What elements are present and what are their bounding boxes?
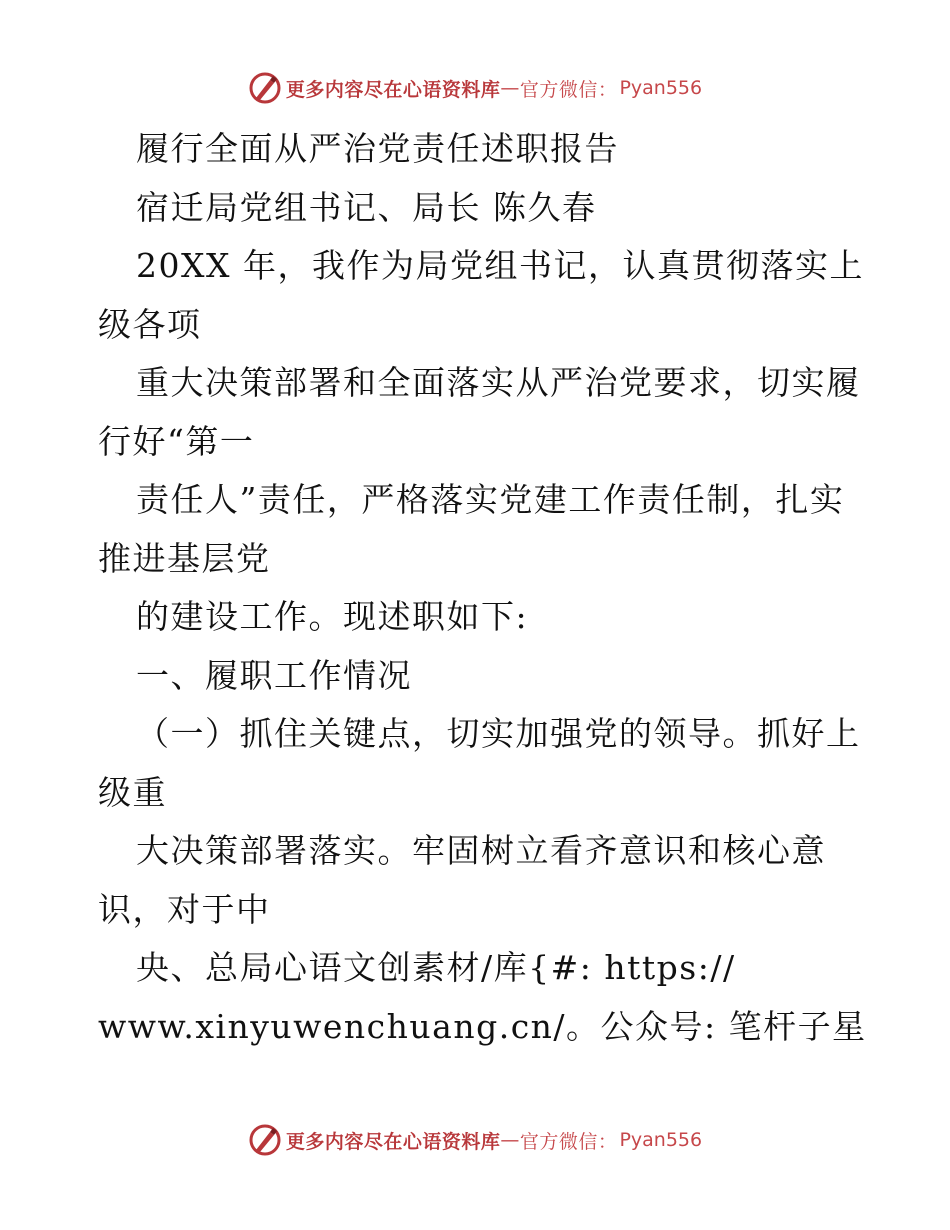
banner-wechat-label: 官方微信： [519,1130,618,1153]
paragraph-line: 行好“第一 [98,421,255,461]
paragraph-line: 重大决策部署和全面落实从严治党要求，切实履 [136,363,861,402]
document-author: 宿迁局党组书记、局长 陈久春 [136,187,597,227]
paragraph-line: 的建设工作。现述职如下: [136,597,529,636]
paragraph-line: 央、总局心语文创素材/库{#: https:// [136,948,736,987]
paragraph-line: （一）抓住关键点，切实加强党的领导。抓好上 [136,714,861,753]
paragraph-line: 责任人”责任，严格落实党建工作责任制，扎实 [136,480,845,519]
banner-text: 更多内容尽在心语资料库 [285,1130,501,1153]
pen-logo-icon [248,71,282,105]
header-watermark-banner [0,68,950,108]
document-title: 履行全面从严治党责任述职报告 [136,129,619,168]
document-body [98,120,868,1056]
banner-wechat-id: Pyan556 [619,77,703,99]
banner-dash: — [500,77,520,99]
footer-watermark-banner [0,1120,950,1160]
banner-wechat-id: Pyan556 [619,1129,703,1151]
banner-text: 更多内容尽在心语资料库 [285,78,501,101]
paragraph-line: 20XX 年，我作为局党组书记，认真贯彻落实上 [136,246,864,285]
paragraph-line: 大决策部署落实。牢固树立看齐意识和核心意 [136,831,826,870]
paragraph-line: www.xinyuwenchuang.cn/。公众号: 笔杆子星 [98,1006,867,1046]
paragraph-line: 级重 [98,772,167,812]
banner-dash: — [500,1129,520,1151]
banner-wechat-label: 官方微信： [519,78,618,101]
section-heading: 一、履职工作情况 [136,655,412,695]
paragraph-line: 推进基层党 [98,538,271,578]
pen-logo-icon [248,1123,282,1157]
paragraph-line: 识，对于中 [98,889,271,929]
paragraph-line: 级各项 [98,304,202,344]
